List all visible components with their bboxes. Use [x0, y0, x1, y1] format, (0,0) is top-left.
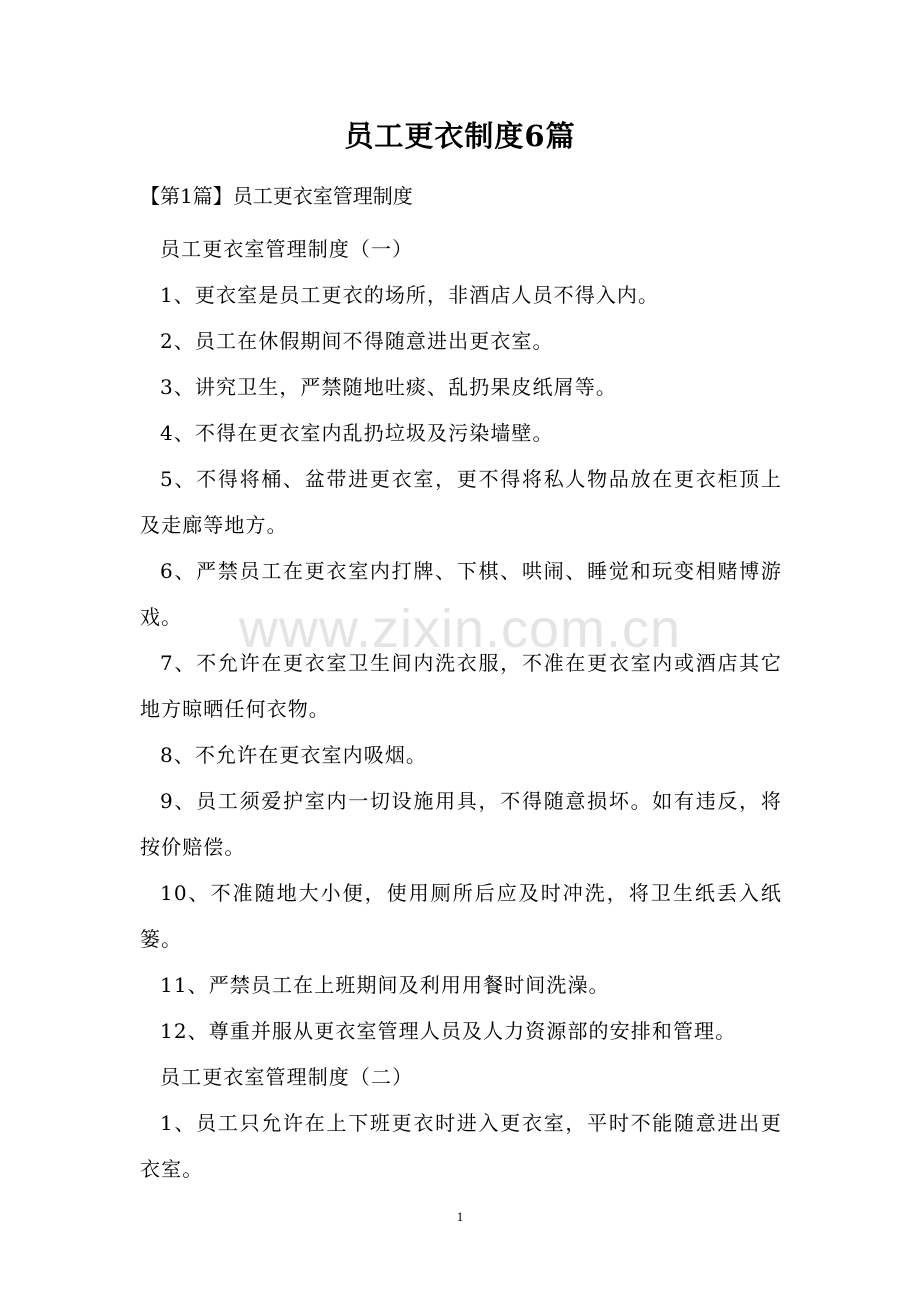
paragraph: 员工更衣室管理制度（二） — [160, 1065, 414, 1089]
paragraph: 3、讲究卫生，严禁随地吐痰、乱扔果皮纸屑等。 — [160, 375, 617, 399]
paragraph: 2、员工在休假期间不得随意进出更衣室。 — [160, 329, 554, 353]
document-body — [140, 226, 782, 1192]
watermark: www.zixin.com.cn — [238, 599, 682, 659]
paragraph: 1、更衣室是员工更衣的场所，非酒店人员不得入内。 — [160, 283, 660, 307]
paragraph: 9、员工须爱护室内一切设施用具，不得随意损坏。如有违反，将按价赔偿。 — [140, 789, 782, 859]
paragraph: 12、尊重并服从更衣室管理人员及人力资源部的安排和管理。 — [160, 1019, 737, 1043]
paragraph: 10、不准随地大小便，使用厕所后应及时冲洗，将卫生纸丢入纸篓。 — [140, 881, 782, 951]
document-title: 员工更衣制度6篇 — [344, 119, 576, 153]
section-heading: 【第1篇】员工更衣室管理制度 — [140, 184, 413, 208]
paragraph: 7、不允许在更衣室卫生间内洗衣服，不准在更衣室内或酒店其它地方晾晒任何衣物。 — [140, 651, 782, 721]
paragraph: 8、不允许在更衣室内吸烟。 — [160, 743, 428, 767]
paragraph: 1、员工只允许在上下班更衣时进入更衣室，平时不能随意进出更衣室。 — [140, 1111, 782, 1181]
paragraph: 11、严禁员工在上班期间及利用用餐时间洗澡。 — [160, 973, 610, 997]
paragraph: 4、不得在更衣室内乱扔垃圾及污染墙壁。 — [160, 421, 554, 445]
page-number: 1 — [456, 1209, 464, 1224]
paragraph: 5、不得将桶、盆带进更衣室，更不得将私人物品放在更衣柜顶上及走廊等地方。 — [140, 467, 782, 537]
paragraph: 6、严禁员工在更衣室内打牌、下棋、哄闹、睡觉和玩变相赌博游戏。 — [140, 559, 782, 629]
paragraph: 员工更衣室管理制度（一） — [160, 237, 414, 261]
